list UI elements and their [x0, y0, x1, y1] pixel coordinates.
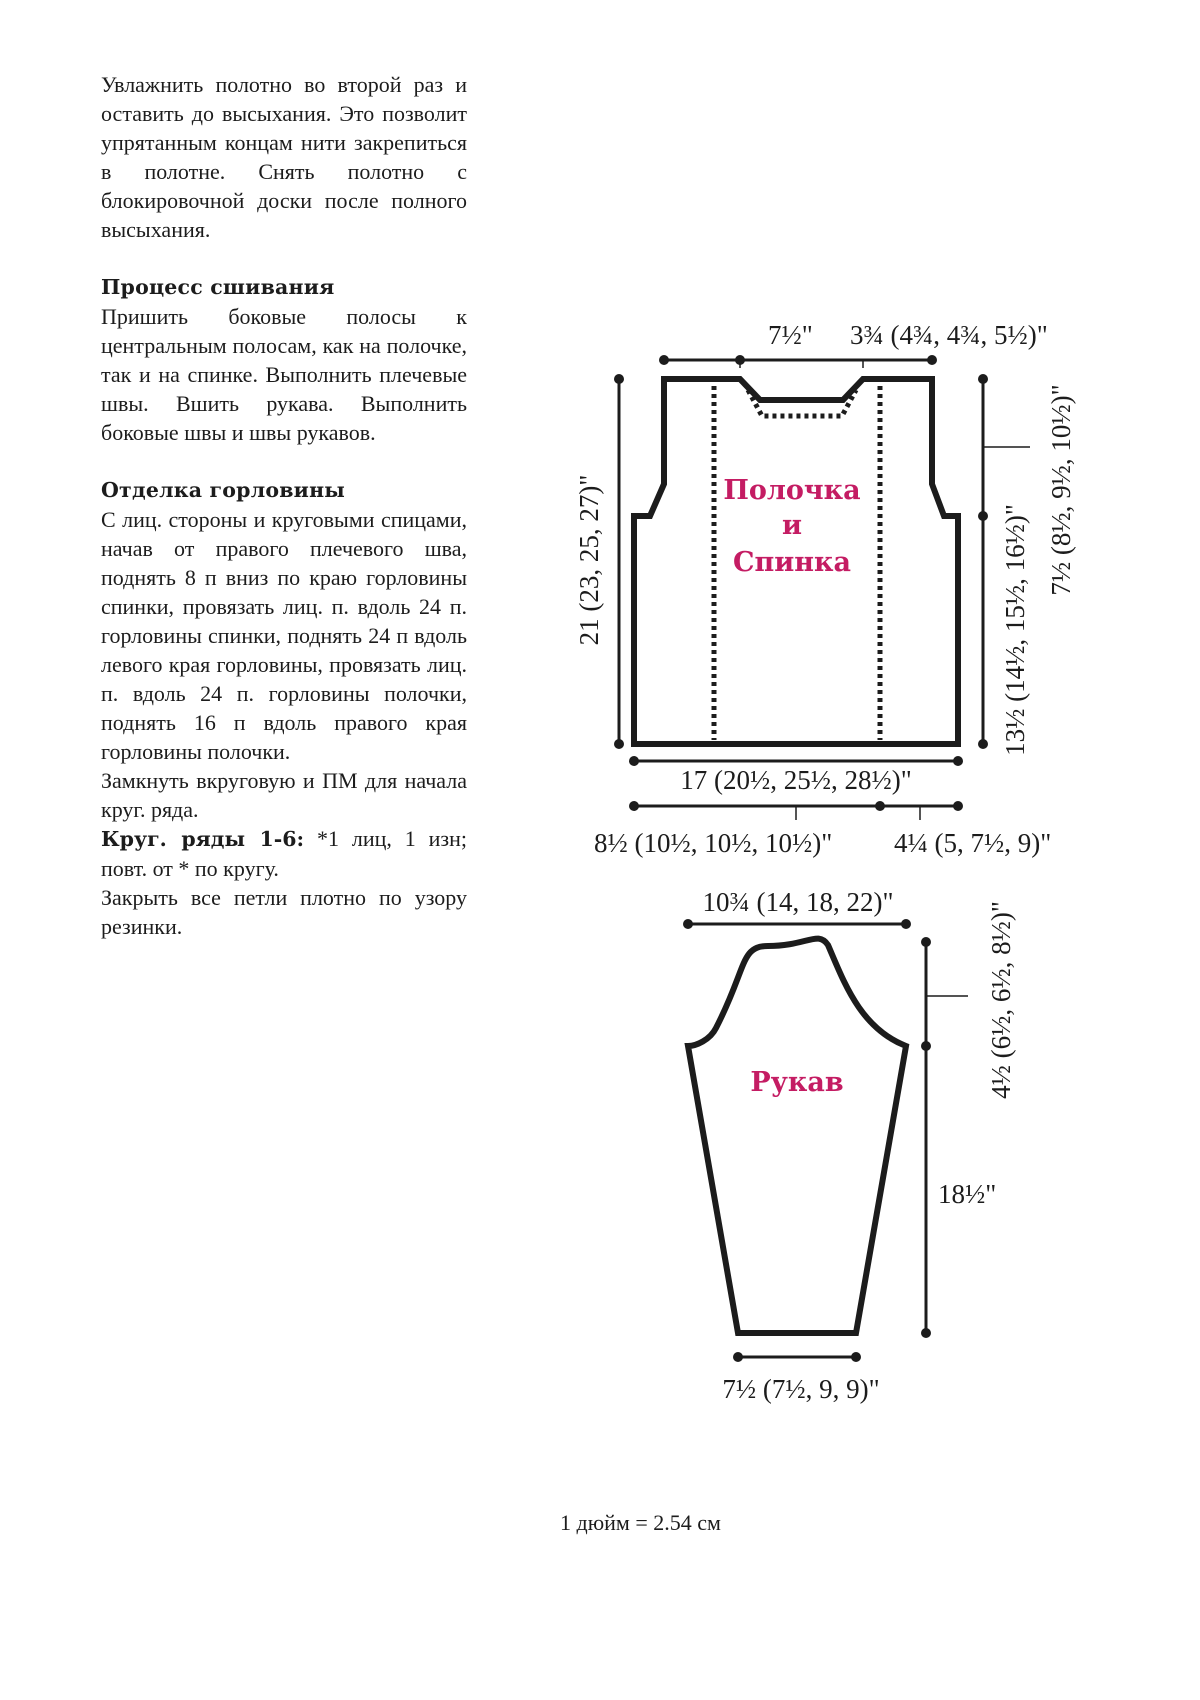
intro-paragraph: Увлажнить полотно во второй раз и оставить до высыхания. Это позволит упрятанным концам нити закрепиться в полотне. Снять полотно с блокировочной доски после полного высыхания. — [101, 72, 467, 242]
rounds-text: *1 лиц, 1 изн; повт. от * по кругу. — [101, 826, 467, 881]
total-length-label: 21 (23, 25, 27)" — [574, 474, 604, 646]
assembly-heading: Процесс сшивания — [101, 275, 335, 299]
neck-width-label: 3¾ (4¾, 4¾, 5½)" — [850, 320, 1048, 350]
neckband-join: Замкнуть вкруговую и ПМ для начала круг. ряда. — [101, 768, 467, 822]
sleeve-length-label: 18½" — [938, 1179, 997, 1209]
top-dimension-line — [664, 360, 932, 368]
shoulder-width-label: 7½" — [768, 320, 813, 350]
sleeve-upper-width-label: 10¾ (14, 18, 22)" — [702, 887, 894, 917]
unit-conversion-note: 1 дюйм = 2.54 см — [560, 1510, 721, 1535]
mid-length-label: 13½ (14½, 15½, 16½)" — [1000, 504, 1030, 756]
neckband-paragraph: С лиц. стороны и круговыми спицами, начав от правого плечевого шва, поднять 8 п вниз по краю горловины спинки, провязать лиц. п. вдоль 24 п. горловины спинки, поднять 24 п вдоль левого края горловины, провязать лиц. п. вдоль 24 п. горловины полочки, поднять 16 п вдоль правого края горловины полочки. — [101, 507, 467, 764]
hem-width-label: 17 (20½, 25½, 28½)" — [680, 765, 912, 795]
cuff-width-label: 7½ (7½, 9, 9)" — [722, 1374, 880, 1404]
assembly-paragraph: Пришить боковые полосы к центральным полосам, как на полочке, так и на спинке. Выполнить плечевые швы. Вшить рукава. Выполнить боковые швы и швы рукавов. — [101, 304, 467, 445]
neckband-bind-off: Закрыть все петли плотно по узору резинки. — [101, 885, 467, 939]
body-label-line3: Спинка — [732, 547, 852, 578]
rounds-label: Круг. ряды 1-6: — [101, 827, 305, 851]
sleeve-piece-outline — [688, 939, 906, 1333]
body-label-line1: Полочка — [723, 475, 861, 506]
side-panel-width-label: 8½ (10½, 10½, 10½)" — [594, 828, 833, 858]
sleeve-label: Рукав — [750, 1067, 844, 1098]
center-panel-width-label: 4¼ (5, 7½, 9)" — [894, 828, 1052, 858]
cap-height-label: 4½ (6½, 6½, 8½)" — [986, 901, 1016, 1099]
body-label-line2: и — [781, 510, 803, 541]
neckband-heading: Отделка горловины — [101, 478, 346, 502]
armhole-depth-label: 7½ (8½, 9½, 10½)" — [1046, 384, 1076, 596]
